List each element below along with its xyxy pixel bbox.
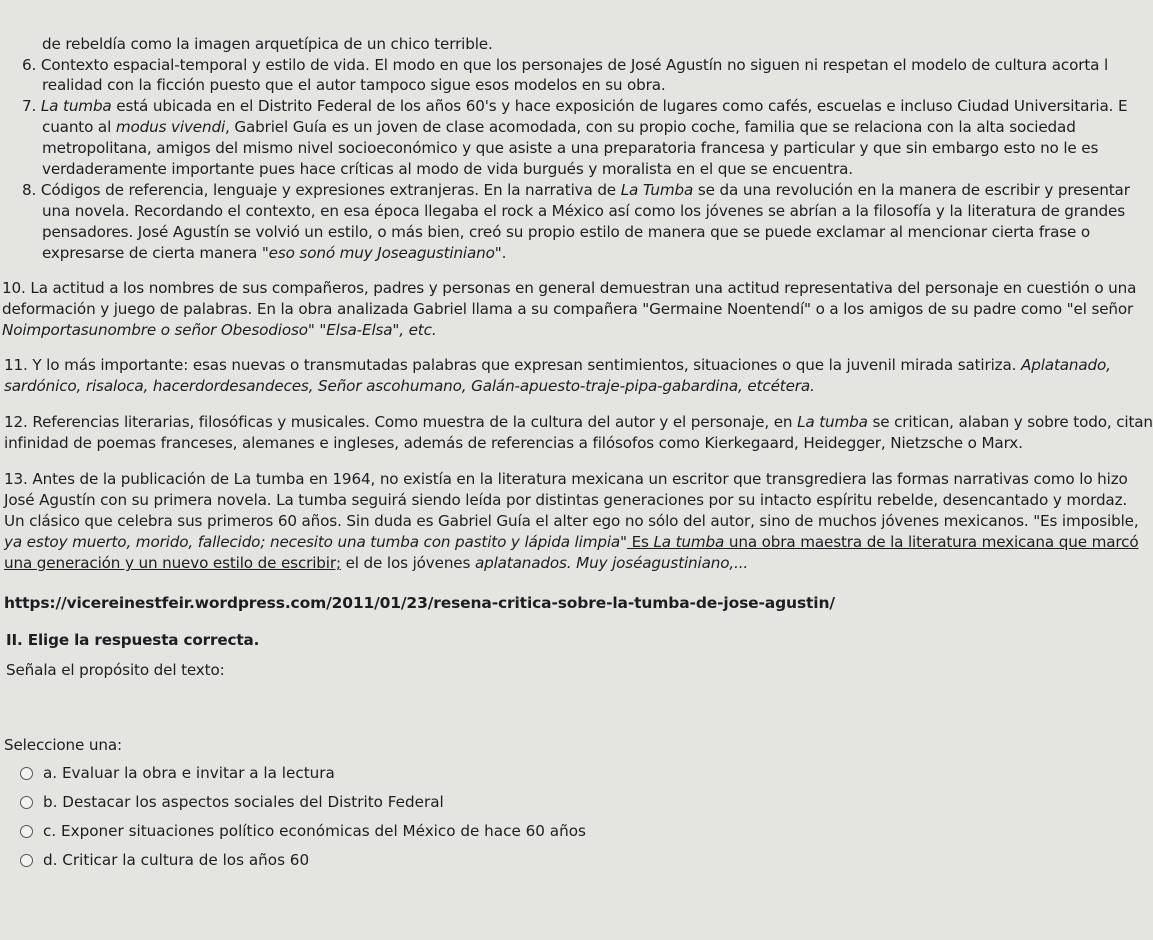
radio-a[interactable] xyxy=(20,767,33,780)
item-13-line-3: Un clásico que celebra sus primeros 60 años. Sin duda es Gabriel Guía el alter ego no sólo del autor, sino de muchos jóvenes mexicanos. "Es imposible, xyxy=(4,512,1139,530)
item-11-line-1: 11. Y lo más importante: esas nuevas o transmutadas palabras que expresan sentimientos, situaciones o que la juvenil mirada satiriza. Aplatanado, xyxy=(4,356,1111,374)
intro-tail-line: de rebeldía como la imagen arquetípica de un chico terrible. xyxy=(42,35,493,53)
radio-b[interactable] xyxy=(20,796,33,809)
option-a-label: a. Evaluar la obra e invitar a la lectura xyxy=(43,764,335,782)
item-13-line-5: una generación y un nuevo estilo de escribir; el de los jóvenes aplatanados. Muy joséagustiniano,... xyxy=(4,554,749,572)
item-7-line-3: metropolitana, amigos del mismo nivel socioeconómico y que asiste a una preparatoria francesa y particular y que sin embargo esto no le es xyxy=(42,139,1099,157)
item-8-line-1: 8. Códigos de referencia, lenguaje y expresiones extranjeras. En la narrativa de La Tumba se da una revolución en la manera de escribir y presentar xyxy=(22,181,1130,199)
select-prompt: Seleccione una: xyxy=(4,736,122,754)
item-8-line-2: una novela. Recordando el contexto, en esa época llegaba el rock a México así como los jóvenes se abrían a la filosofía y la literatura de grandes xyxy=(42,202,1125,220)
option-a[interactable] xyxy=(20,764,335,782)
item-7-line-1: 7. La tumba está ubicada en el Distrito Federal de los años 60's y hace exposición de lugares como cafés, escuelas e incluso Ciudad Universitaria. E xyxy=(22,97,1128,115)
item-13-line-1: 13. Antes de la publicación de La tumba en 1964, no existía en la literatura mexicana un escritor que transgrediera las formas narrativas como lo hizo xyxy=(4,470,1128,488)
option-b[interactable] xyxy=(20,793,444,811)
item-12-line-1: 12. Referencias literarias, filosóficas y musicales. Como muestra de la cultura del autor y el personaje, en La tumba se critican, alaban y sobre todo, citan xyxy=(4,413,1153,431)
item-8-line-4: expresarse de cierta manera "eso sonó muy Joseagustiniano". xyxy=(42,244,507,262)
source-url[interactable]: https://vicereinestfeir.wordpress.com/2011/01/23/resena-critica-sobre-la-tumba-de-jose-agustin/ xyxy=(4,594,835,612)
option-c[interactable] xyxy=(20,822,586,840)
option-b-label: b. Destacar los aspectos sociales del Distrito Federal xyxy=(43,793,444,811)
radio-c[interactable] xyxy=(20,825,33,838)
option-c-label: c. Exponer situaciones político económicas del México de hace 60 años xyxy=(43,822,586,840)
item-10-line-1: 10. La actitud a los nombres de sus compañeros, padres y personas en general demuestran una actitud representativa del personaje en cuestión o una xyxy=(2,279,1137,297)
item-13-line-2: José Agustín con su primera novela. La tumba seguirá siendo leída por distintas generaciones por su intacto espíritu rebelde, desencantado y mordaz. xyxy=(4,491,1128,509)
item-6-line-2: realidad con la ficción puesto que el autor tampoco sigue esos modelos en su obra. xyxy=(42,76,666,94)
item-8-line-3: pensadores. José Agustín se volvió un estilo, o más bien, creó su propio estilo de manera que se puede exclamar al mencionar cierta frase o xyxy=(42,223,1091,241)
item-7-line-4: verdaderamente importante pues hace críticas al modo de vida burgués y moralista en el que se encuentra. xyxy=(42,160,853,178)
item-6-line-1: 6. Contexto espacial-temporal y estilo de vida. El modo en que los personajes de José Agustín no siguen ni respetan el modelo de cultura acorta l xyxy=(22,56,1109,74)
option-d[interactable] xyxy=(20,851,309,869)
item-7-line-2: cuanto al modus vivendi, Gabriel Guía es un joven de clase acomodada, con su propio coche, familia que se relaciona con la alta sociedad xyxy=(42,118,1076,136)
question-text: Señala el propósito del texto: xyxy=(6,661,225,679)
item-10-line-2: deformación y juego de palabras. En la obra analizada Gabriel llama a su compañera "Germaine Noentendí" o a los amigos de su padre como "el señor xyxy=(2,300,1134,318)
item-10-line-3: Noimportasunombre o señor Obesodioso" "Elsa-Elsa", etc. xyxy=(2,321,437,339)
item-13-line-4: ya estoy muerto, morido, fallecido; necesito una tumba con pastito y lápida limpia" Es La tumba una obra maestra de la literatura mexicana que marcó xyxy=(4,533,1139,551)
item-12-line-2: infinidad de poemas franceses, alemanes e ingleses, además de referencias a filósofos como Kierkegaard, Heidegger, Nietzsche o Marx. xyxy=(4,434,1023,452)
option-d-label: d. Criticar la cultura de los años 60 xyxy=(43,851,310,869)
item-11-line-2: sardónico, risaloca, hacerdordesandeces, Señor ascohumano, Galán-apuesto-traje-pipa-gabardina, etcétera. xyxy=(4,377,815,395)
radio-d[interactable] xyxy=(20,854,33,867)
section-heading: II. Elige la respuesta correcta. xyxy=(6,631,260,649)
